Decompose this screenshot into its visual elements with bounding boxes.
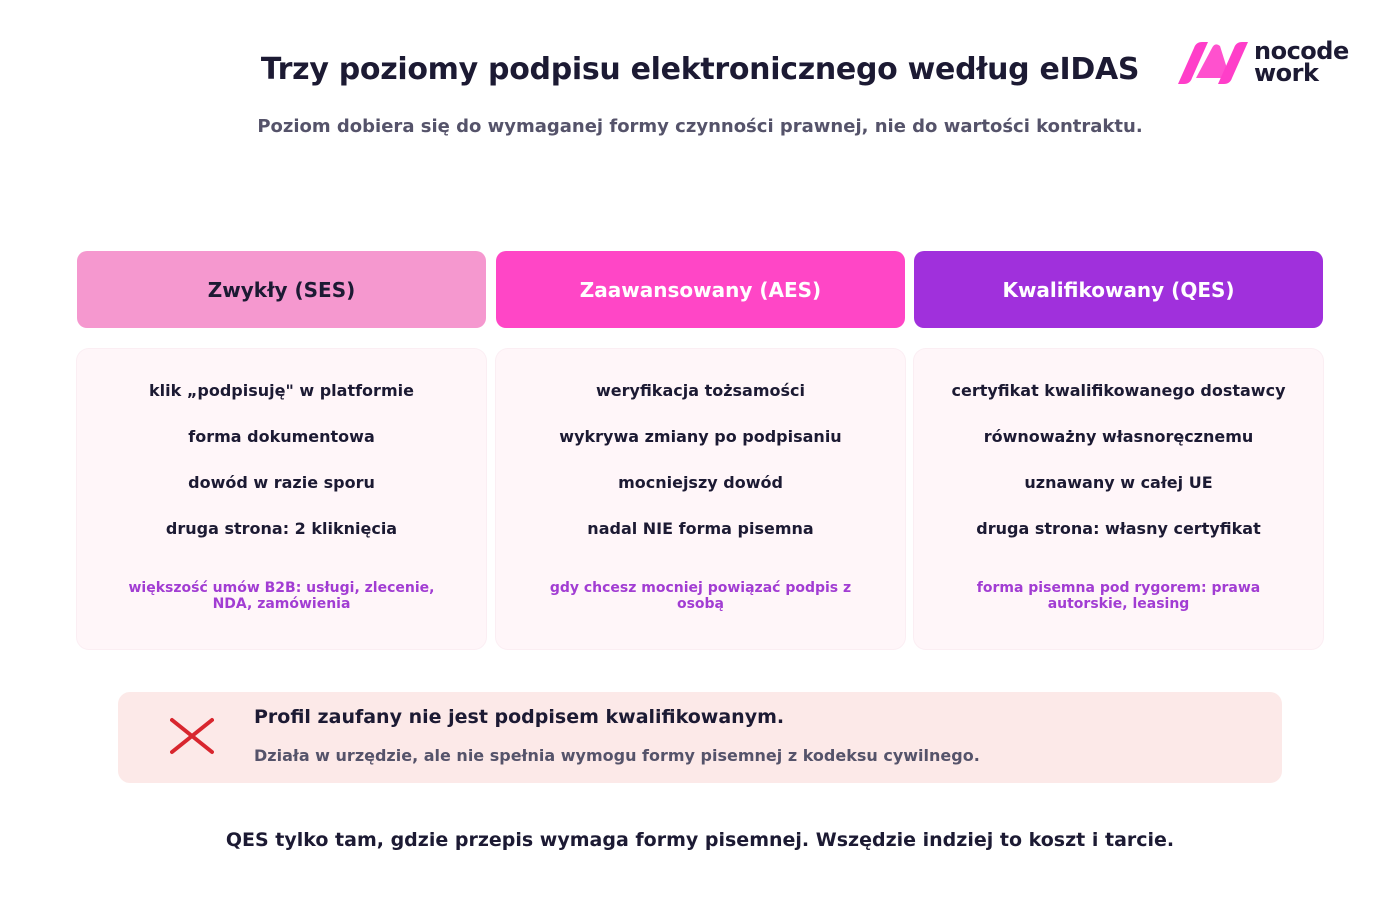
- use-case-note: większość umów B2B: usługi, zlecenie, NDA, zamówienia: [128, 580, 435, 612]
- column-body-aes: [496, 349, 905, 649]
- feature-list: [914, 349, 1323, 564]
- logo-line-1: nocode: [1254, 37, 1349, 65]
- list-item: mocniejszy dowód: [618, 473, 783, 492]
- list-item: klik „podpisuję" w platformie: [149, 381, 414, 400]
- use-case-note: forma pisemna pod rygorem: prawa autorskie, leasing: [976, 580, 1261, 612]
- column-header-aes: Zaawansowany (AES): [496, 251, 905, 328]
- column-header-ses: Zwykły (SES): [77, 251, 486, 328]
- list-item: równoważny własnoręcznemu: [983, 427, 1254, 446]
- use-case-note: gdy chcesz mocniej powiązać podpis z osobą: [549, 580, 852, 612]
- list-item: druga strona: 2 kliknięcia: [165, 519, 398, 538]
- column-body-ses: [77, 349, 486, 649]
- warning-callout: [118, 692, 1282, 783]
- list-item: weryfikacja tożsamości: [595, 381, 805, 400]
- feature-list: [496, 349, 905, 564]
- list-item: wykrywa zmiany po podpisaniu: [559, 427, 842, 446]
- logo-wordmark: [1254, 37, 1349, 87]
- column-header-qes: Kwalifikowany (QES): [914, 251, 1323, 328]
- callout-text: Działa w urzędzie, ale nie spełnia wymogu formy pisemnej z kodeksu cywilnego.: [254, 746, 980, 765]
- list-item: certyfikat kwalifikowanego dostawcy: [951, 381, 1286, 400]
- page-title: Trzy poziomy podpisu elektronicznego według eIDAS: [260, 52, 1140, 87]
- logo-line-2: work: [1254, 59, 1319, 87]
- footer-summary: QES tylko tam, gdzie przepis wymaga formy pisemnej. Wszędzie indziej to koszt i tarcie.: [225, 829, 1175, 851]
- list-item: forma dokumentowa: [188, 427, 375, 446]
- feature-list: [77, 349, 486, 564]
- callout-title: Profil zaufany nie jest podpisem kwalifikowanym.: [254, 706, 785, 728]
- brand-logo: [1178, 37, 1368, 87]
- list-item: nadal NIE forma pisemna: [587, 519, 814, 538]
- logo-mark-icon: [1178, 42, 1248, 84]
- x-mark-icon: [170, 716, 214, 760]
- list-item: dowód w razie sporu: [188, 473, 375, 492]
- column-body-qes: [914, 349, 1323, 649]
- list-item: uznawany w całej UE: [1024, 473, 1213, 492]
- list-item: druga strona: własny certyfikat: [976, 519, 1261, 538]
- page-subtitle: Poziom dobiera się do wymaganej formy czynności prawnej, nie do wartości kontraktu.: [257, 116, 1143, 137]
